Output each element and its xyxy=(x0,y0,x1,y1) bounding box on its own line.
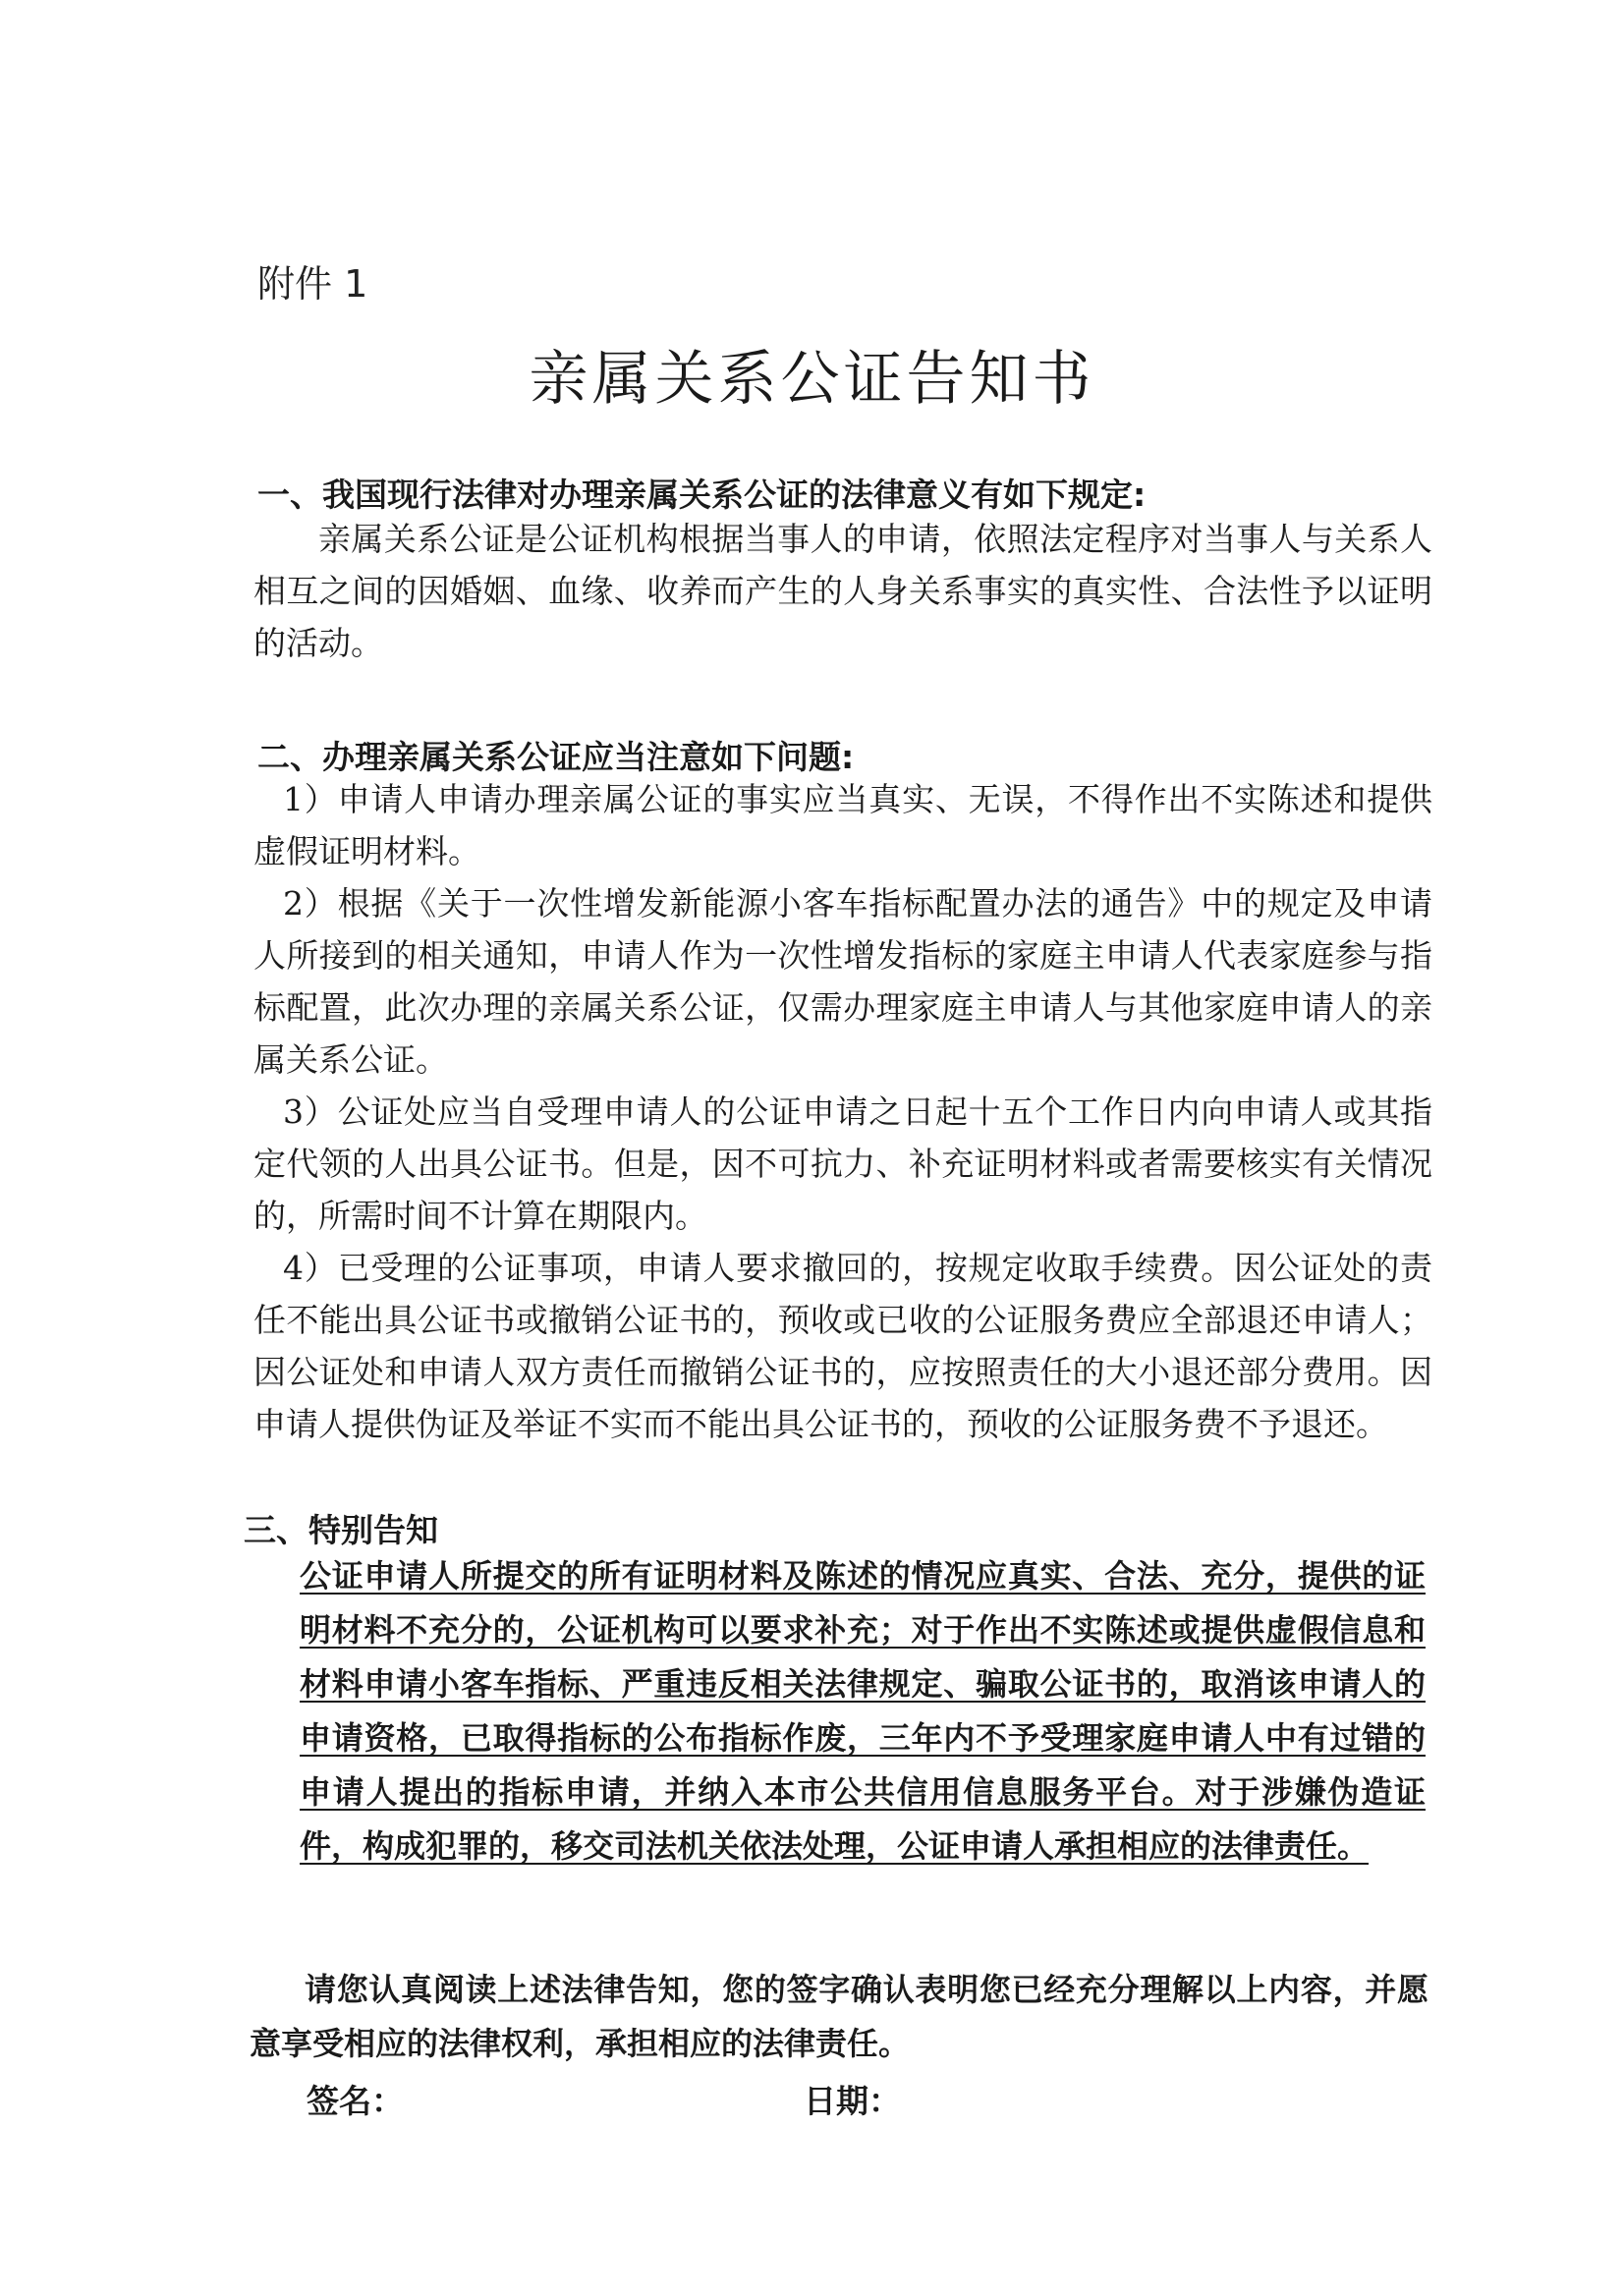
closing-statement: 请您认真阅读上述法律告知，您的签字确认表明您已经充分理解以上内容，并愿意享受相应的法律权利，承担相应的法律责任。 xyxy=(250,1971,1428,2062)
special-notice-body xyxy=(300,1549,1426,1874)
section-1-heading: 一、我国现行法律对办理亲属关系公证的法律意义有如下规定: xyxy=(257,476,1147,514)
document-title: 亲属关系公证告知书 xyxy=(529,345,1095,414)
section-2-item-2: 2）根据《关于一次性增发新能源小客车指标配置办法的通告》中的规定及申请人所接到的相关通知，申请人作为一次性增发指标的家庭主申请人代表家庭参与指标配置，此次办理的亲属关系公证，仅需办理家庭主申请人与其他家庭申请人的亲属关系公证。 xyxy=(253,884,1432,1079)
section-2-item-1: 1）申请人申请办理亲属公证的事实应当真实、无误，不得作出不实陈述和提供虚假证明材料。 xyxy=(253,780,1432,870)
special-notice-text: 公证申请人所提交的所有证明材料及陈述的情况应真实、合法、充分，提供的证明材料不充分的，公证机构可以要求补充；对于作出不实陈述或提供虚假信息和材料申请小客车指标、严重违反相关法律规定、骗取公证书的，取消该申请人的申请资格，已取得指标的公布指标作废，三年内不予受理家庭申请人中有过错的申请人提出的指标申请，并纳入本市公共信用信息服务平台。对于涉嫌伪造证件，构成犯罪的，移交司法机关依法处理，公证申请人承担相应的法律责任。 xyxy=(300,1557,1426,1865)
section-2-heading: 二、办理亲属关系公证应当注意如下问题: xyxy=(257,738,855,776)
section-3-heading: 三、特别告知 xyxy=(244,1511,438,1549)
section-2-item-4: 4）已受理的公证事项，申请人要求撤回的，按规定收取手续费。因公证处的责任不能出具公证书或撤销公证书的，预收或已收的公证服务费应全部退还申请人；因公证处和申请人双方责任而撤销公证书的，应按照责任的大小退还部分费用。因申请人提供伪证及举证不实而不能出具公证书的，预收的公证服务费不予退还。 xyxy=(253,1249,1432,1443)
section-1-body: 亲属关系公证是公证机构根据当事人的申请，依照法定程序对当事人与关系人相互之间的因婚姻、血缘、收养而产生的人身关系事实的真实性、合法性予以证明的活动。 xyxy=(253,520,1432,662)
section-2-item-3: 3）公证处应当自受理申请人的公证申请之日起十五个工作日内向申请人或其指定代领的人出具公证书。但是，因不可抗力、补充证明材料或者需要核实有关情况的，所需时间不计算在期限内。 xyxy=(253,1092,1432,1235)
signature-label: 签名： xyxy=(307,2082,404,2120)
date-label: 日期： xyxy=(804,2082,901,2120)
attachment-label: 附件 1 xyxy=(257,262,368,306)
